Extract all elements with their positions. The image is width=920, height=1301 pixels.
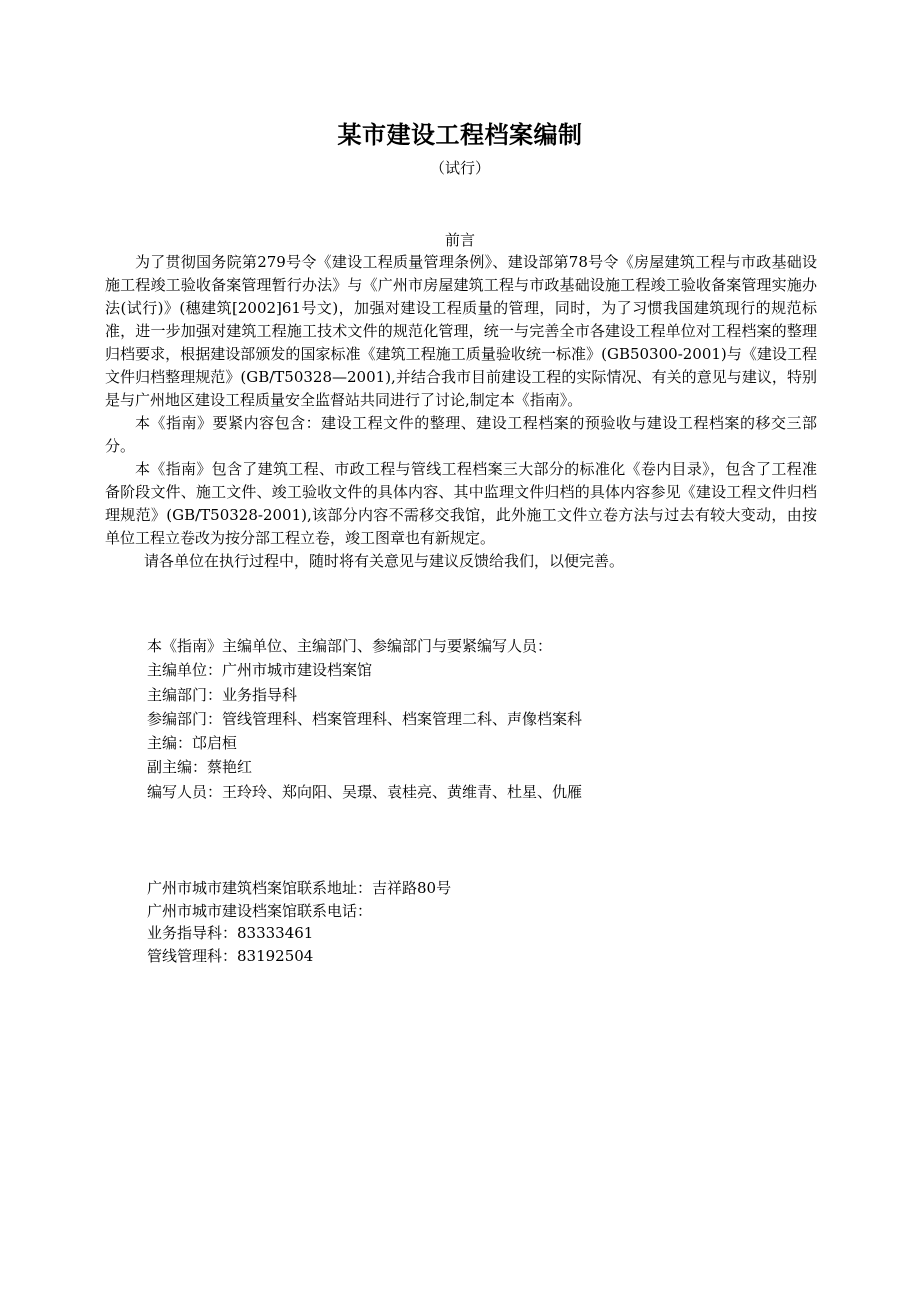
- credits-chief-dept: 主编部门：业务指导科: [147, 685, 298, 704]
- preface-paragraph-4: 请各单位在执行过程中，随时将有关意见与建议反馈给我们，以便完善。: [144, 552, 625, 570]
- document-title: 某市建设工程档案编制: [337, 121, 583, 149]
- credits-chief-unit: 主编单位：广州市城市建设档案馆: [147, 661, 373, 680]
- preface-paragraph-1: 为了贯彻国务院第279号令《建设工程质量管理条例》、建设部第78号令《房屋建筑工程与市政基础设施工程竣工验收备案管理暂行办法》与《广州市房屋建筑工程与市政基础设施工程竣工验收备案管理实施办法(试行)》(穗建筑[2002]61号文)，加强对建设工程质量的管理，同时，为了习惯我国建筑现行的规范标准，进一步加强对建筑工程施工技术文件的规范化管理，统一与完善全市各建设工程单位对工程档案的整理归档要求，根据建设部颁发的国家标准《建筑工程施工质量验收统一标准》(GB50300-2001)与《建设工程文件归档整理规范》(GB/T50328—2001),并结合我市目前建设工程的实际情况、有关的意见与建议，特别是与广州地区建设工程质量安全监督站共同进行了讨论,制定本《指南》。: [105, 253, 817, 409]
- credits-intro: 本《指南》主编单位、主编部门、参编部门与要紧编写人员：: [147, 637, 553, 655]
- credits-chief-editor: 主编：邙启桓: [147, 734, 238, 753]
- credits-writers: 编写人员：王玲玲、郑向阳、吴璟、袁桂亮、黄维青、杜星、仇雁: [147, 782, 583, 801]
- preface-body: [105, 251, 817, 573]
- contact-pipeline-management: 管线管理科：83192504: [147, 946, 314, 965]
- credits-block: [147, 634, 827, 804]
- contact-phone-heading: 广州市城市建设档案馆联系电话：: [147, 901, 373, 920]
- preface-heading: 前言: [444, 231, 475, 249]
- preface-paragraph-3: 本《指南》包含了建筑工程、市政工程与管线工程档案三大部分的标准化《卷内目录》，包含了工程准备阶段文件、施工文件、竣工验收文件的具体内容、其中监理文件归档的具体内容参见《建设工程文件归档理规范》(GB/T50328-2001),该部分内容不需移交我馆，此外施工文件立卷方法与过去有较大变动，由按单位工程立卷改为按分部工程立卷，竣工图章也有新规定。: [105, 460, 817, 547]
- contacts-block: [147, 877, 827, 967]
- document-subtitle: （试行）: [429, 159, 490, 177]
- contact-address: 广州市城市建筑档案馆联系地址：吉祥路80号: [147, 879, 452, 897]
- credits-deputy-editor: 副主编：蔡艳红: [147, 758, 253, 777]
- contact-business-guidance: 业务指导科：83333461: [147, 924, 314, 942]
- credits-participating-depts: 参编部门：管线管理科、档案管理科、档案管理二科、声像档案科: [147, 709, 583, 728]
- preface-paragraph-2: 本《指南》要紧内容包含：建设工程文件的整理、建设工程档案的预验收与建设工程档案的移交三部分。: [105, 414, 817, 455]
